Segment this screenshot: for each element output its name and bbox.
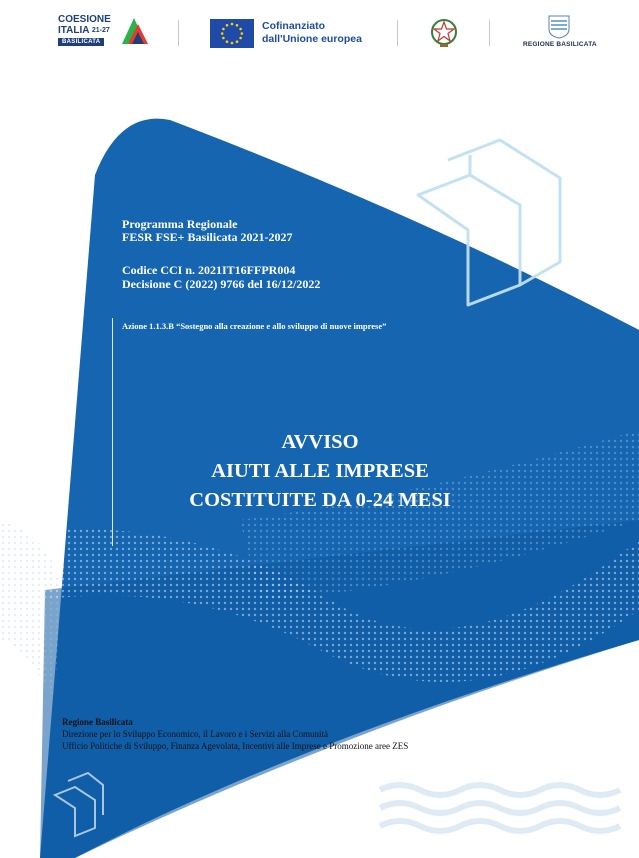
title-line3: COSTITUITE DA 0-24 MESI (189, 489, 451, 511)
title-line1: AVVISO (281, 431, 359, 453)
programme-info (122, 218, 293, 244)
codice-cci: Codice CCI n. 2021IT16FFPR004 (122, 263, 296, 277)
programme-codes (122, 263, 320, 291)
eu-line1: Cofinanziato (262, 20, 325, 32)
header-divider (489, 20, 490, 46)
coesione-line1: COESIONE (58, 14, 111, 25)
logo-header (0, 0, 639, 72)
coesione-years: 21-27 (91, 27, 110, 34)
coesione-italia-logo (58, 14, 153, 54)
programme-line1: Programma Regionale (122, 217, 238, 231)
eu-line2: dall'Unione europea (262, 33, 362, 45)
issuer-office: Ufficio Politiche di Sviluppo, Finanza Agevolata, Incentivi alle Imprese e Promozione aree ZES (62, 741, 409, 751)
regione-basilicata-shield-icon (548, 15, 570, 39)
programme-line2: FESR FSE+ Basilicata 2021-2027 (122, 230, 293, 244)
italian-republic-emblem-icon (429, 16, 459, 50)
decisione: Decisione C (2022) 9766 del 16/12/2022 (122, 277, 321, 291)
header-divider (397, 20, 398, 46)
issuer-name: Regione Basilicata (62, 717, 133, 727)
eu-flag-icon (210, 19, 254, 48)
eu-cofinancing-label (262, 20, 362, 46)
coesione-arrow-icon (118, 14, 150, 48)
coesione-line2: ITALIA (58, 25, 90, 36)
issuer-block (62, 716, 408, 752)
header-divider (178, 20, 179, 46)
document-title (160, 428, 480, 515)
coesione-region: BASILICATA (58, 38, 104, 46)
title-line2: AIUTI ALLE IMPRESE (211, 460, 429, 482)
regione-basilicata-label: REGIONE BASILICATA (523, 41, 597, 48)
vertical-rule (112, 318, 113, 546)
issuer-directorate: Direzione per lo Sviluppo Economico, il Lavoro e i Servizi alla Comunità (62, 729, 328, 739)
action-reference: Azione 1.1.3.B “Sostegno alla creazione e allo sviluppo di nuove imprese” (122, 321, 387, 331)
